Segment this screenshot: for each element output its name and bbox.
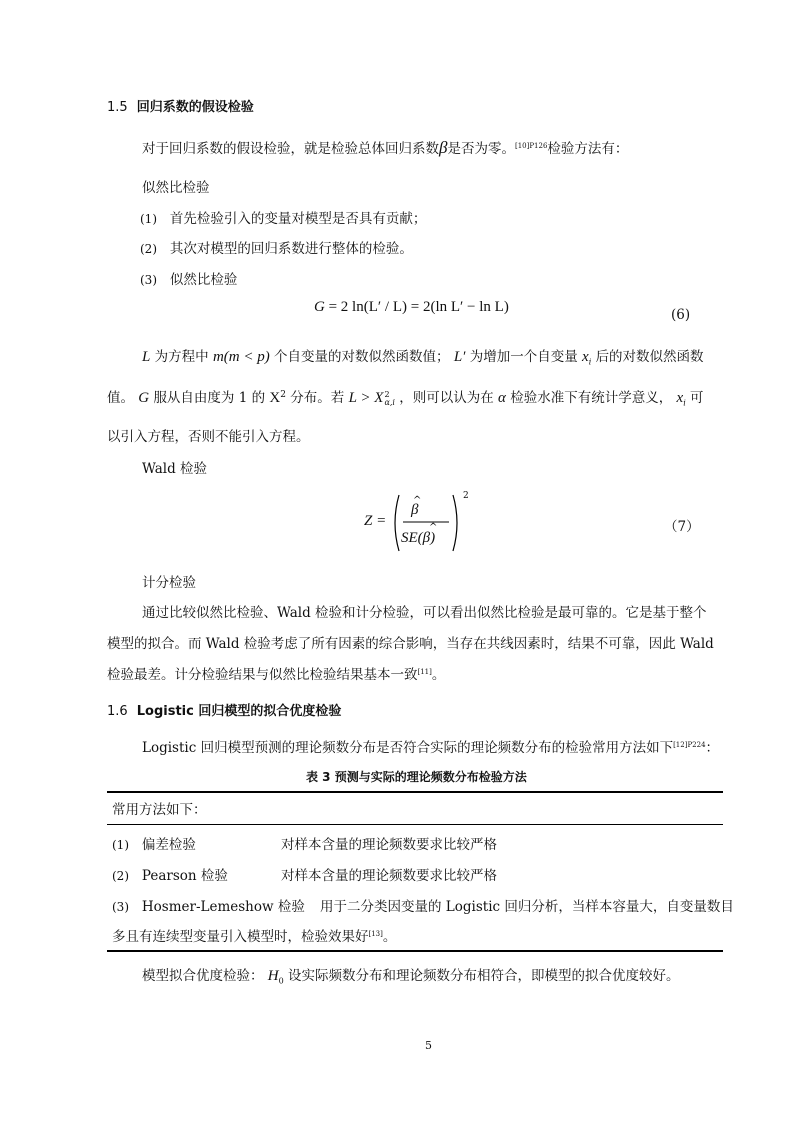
section-title: 回归系数的假设检验 xyxy=(136,100,254,115)
subheading-score: 计分检验 xyxy=(142,575,196,591)
text: 为方程中 xyxy=(154,349,209,365)
citation: [13] xyxy=(368,930,383,938)
page-number: 5 xyxy=(425,1039,432,1052)
equation-number: （7） xyxy=(664,519,700,535)
equation-6 xyxy=(314,299,509,316)
item-text: 其次对模型的回归系数进行整体的检验。 xyxy=(169,241,413,257)
row-number: (2) xyxy=(112,869,129,883)
citation: [11] xyxy=(417,668,432,676)
subscript: i xyxy=(683,398,686,408)
paragraph-likelihood-line-1 xyxy=(142,345,704,367)
equation-number: (6) xyxy=(671,307,691,323)
row-description: 对样本含量的理论频数要求比较严格 xyxy=(281,837,497,853)
eq-lhs: G xyxy=(314,299,325,315)
table-caption: 表 3 预测与实际的理论频数分布检验方法 xyxy=(306,770,527,784)
text: 检验最差。计分检验结果与似然比检验结果基本一致 xyxy=(107,667,418,683)
table-top-rule xyxy=(107,791,723,793)
text: ： xyxy=(705,740,720,756)
paragraph-goodness-of-fit-intro xyxy=(142,736,719,756)
table-header: 常用方法如下： xyxy=(112,802,207,818)
citation: [10]P126 xyxy=(514,142,548,150)
var: H xyxy=(267,968,279,984)
text: 对于回归系数的假设检验，就是检验总体回归系数 xyxy=(142,141,439,157)
section-number: 1.5 xyxy=(107,100,128,115)
exponent: 2 xyxy=(463,491,469,501)
text: 检验方法有： xyxy=(547,141,629,157)
text: 值。 xyxy=(107,390,134,406)
table-bottom-rule xyxy=(107,950,723,952)
text: 可 xyxy=(690,390,704,406)
text: 服从自由度为 1 的 xyxy=(153,390,266,406)
citation: [12]P224 xyxy=(673,741,706,749)
subheading-likelihood-ratio: 似然比检验 xyxy=(142,180,210,196)
var: x xyxy=(582,349,589,365)
subscript: i xyxy=(588,357,592,367)
item-number: (1) xyxy=(140,212,157,226)
text: 模型拟合优度检验： xyxy=(142,968,264,984)
text: 个自变量的对数似然函数值； xyxy=(274,349,450,365)
chi-indices xyxy=(384,391,395,407)
subscript: 0 xyxy=(278,976,284,986)
table-row xyxy=(112,833,196,853)
row-description: 对样本含量的理论频数要求比较严格 xyxy=(281,868,497,884)
eq-rhs: = 2 ln(L′ / L) = 2(ln L′ − ln L) xyxy=(328,299,509,315)
row-number: (1) xyxy=(112,838,129,852)
paragraph-goodness-of-fit-test xyxy=(142,964,680,986)
eq-denominator: SE(β) xyxy=(401,530,436,546)
section-title: Logistic 回归模型的拟合优度检验 xyxy=(136,704,342,719)
table-header-rule xyxy=(107,824,723,825)
text: ，则可以认为在 xyxy=(399,390,494,406)
text: 分布。若 xyxy=(290,390,345,406)
list-item xyxy=(140,237,413,257)
paragraph-likelihood-line-2 xyxy=(107,386,704,408)
var: G xyxy=(138,390,150,406)
var: x xyxy=(676,390,684,406)
section-heading-1-6 xyxy=(107,700,341,719)
table-row xyxy=(112,895,305,915)
row-method: Hosmer-Lemeshow 检验 xyxy=(141,899,305,915)
equation-7 xyxy=(364,493,474,553)
table-row xyxy=(112,864,228,884)
text: Logistic 回归模型预测的理论频数分布是否符合实际的理论频数分布的检验常用方法如下 xyxy=(142,740,674,756)
list-item xyxy=(140,268,237,288)
item-number: (2) xyxy=(140,242,157,256)
paragraph-likelihood-line-3: 以引入方程，否则不能引入方程。 xyxy=(107,429,310,445)
text: 检验水准下有统计学意义， xyxy=(510,390,673,406)
eq-numerator: β xyxy=(411,502,419,518)
text: 。 xyxy=(382,929,397,945)
row-method: Pearson 检验 xyxy=(141,868,228,884)
var: L xyxy=(142,349,151,365)
row-description: 用于二分类因变量的 Logistic 回归分析，当样本容量大，自变量数目 xyxy=(320,899,734,915)
item-text: 首先检验引入的变量对模型是否具有贡献； xyxy=(169,211,427,227)
text: 为增加一个自变量 xyxy=(469,349,578,365)
section-heading-1-5 xyxy=(107,96,254,115)
hat-symbol: ^ xyxy=(413,495,422,506)
section-number: 1.6 xyxy=(107,704,128,719)
superscript: 2 xyxy=(384,389,390,399)
beta-symbol: β xyxy=(439,138,448,157)
item-number: (3) xyxy=(140,273,157,287)
row-number: (3) xyxy=(112,900,129,914)
text: 设实际频数分布和理论频数分布相符合，即模型的拟合优度较好。 xyxy=(288,968,680,984)
eq-lhs: Z = xyxy=(364,513,387,529)
list-item xyxy=(140,207,426,227)
paragraph-comparison-line-3 xyxy=(107,663,445,683)
superscript: 2 xyxy=(280,390,286,400)
text: 多且有连续型变量引入模型时，检验效果好 xyxy=(112,929,369,945)
row-method: 偏差检验 xyxy=(141,837,196,853)
paragraph-hypothesis-intro xyxy=(142,137,628,158)
alpha-symbol: α xyxy=(498,390,506,406)
var: m(m < p) xyxy=(212,349,270,365)
subheading-wald: Wald 检验 xyxy=(142,461,208,477)
subscript: α,i xyxy=(384,397,395,407)
hat-symbol: ^ xyxy=(429,522,438,533)
paragraph-comparison-line-1: 通过比较似然比检验、Wald 检验和计分检验，可以看出似然比检验是最可靠的。它是基于整个 xyxy=(142,605,707,621)
var: L > X xyxy=(348,390,384,406)
text: 。 xyxy=(431,667,446,683)
text: 后的对数似然函数 xyxy=(595,349,704,365)
paragraph-comparison-line-2: 模型的拟合。而 Wald 检验考虑了所有因素的综合影响，当存在共线因素时，结果不可靠，因此 Wald xyxy=(107,636,714,652)
row-description-continued xyxy=(112,925,396,945)
var: L′ xyxy=(453,349,466,365)
text: 是否为零。 xyxy=(447,141,515,157)
chi-symbol: X xyxy=(269,390,281,406)
item-text: 似然比检验 xyxy=(169,272,238,288)
